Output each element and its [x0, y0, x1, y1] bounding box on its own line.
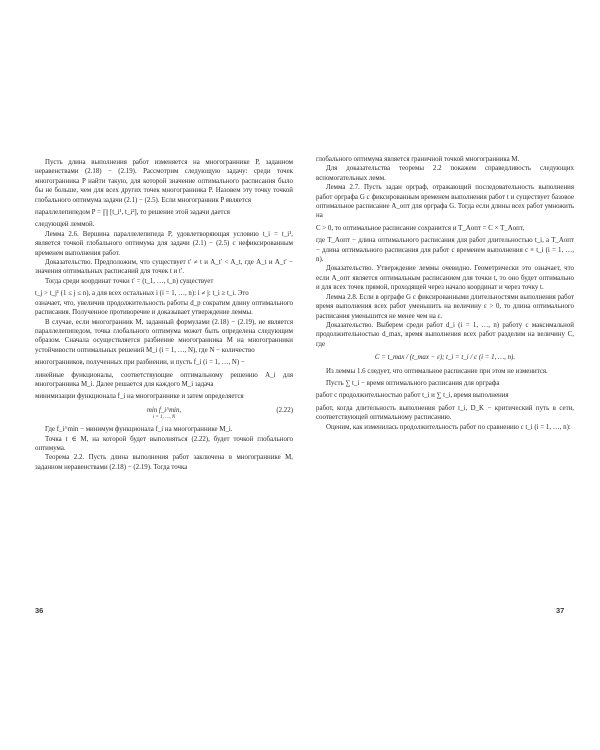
- proof-paragraph: Доказательство. Предположим, что существует t′ ≠ t и A_t′ < A_t, где A_t и A_t′ − значения оптимальных расписаний для точек t и t′.: [35, 259, 293, 276]
- paragraph: В случае, если многогранник M, заданный формулами (2.18) − (2.19), не является параллелепипедом, точка глобального оптимума может быть определена следующим образом. Сначала осуществляется разбиение многогранника M на многогранники устойчивости оптимальных решений M_i (i = 1, …, N), где N − количество: [35, 318, 293, 354]
- paragraph: Из леммы 1.6 следует, что оптимальное расписание при этом не изменится.: [326, 367, 548, 375]
- paragraph: t_j > t_j¹ (1 ≤ j ≤ n), а для всех остальных i (i = 1, …, n): i ≠ j: t_i ≥ t_i. Это: [35, 290, 249, 298]
- paragraph: Пусть длина выполнения работ изменяется на многограннике P, заданном неравенствами (2.18) − (2.19). Рассмотрим следующую задачу: среди точек многогранника P найти такую, для которой значение оптимального расписания было бы не больше, чем для всех других точек многогранника P. Назовем эту точку точкой глобального оптимума задачи (2.1) − (2.5). Если многогранник P является: [35, 159, 293, 204]
- theorem-2-2: Теорема 2.2. Пусть длина выполнения работ заключена в многограннике M, заданном неравенствами (2.18) − (2.19). Тогда точка: [35, 454, 293, 471]
- paragraph: означает, что, увеличив продолжительность работы d_p сократим длину оптимального расписания. Полученное противоречие и доказывает утверждение леммы.: [35, 299, 293, 317]
- paragraph: C > 0, то оптимальное расписание сохранится и T_Aопт = C × T_Aопт,: [316, 224, 525, 232]
- formula-c: C = t_max / (t_max − ε); t_i = t_i / c (i = 1, …, n).: [374, 354, 516, 362]
- proof-paragraph: Доказательство. Утверждение леммы очевидно. Геометрически это означает, что если A_опт является оптимальным расписанием для точки t, то оно будет оптимально и для всех точек прямой, проходящей через начало координат и через точку t.: [316, 265, 574, 292]
- paragraph: Тогда среди координат точки t′ = (t_1, …, t_n) существует: [45, 277, 214, 285]
- paragraph: следующей леммой.: [35, 221, 95, 229]
- left-page: [35, 158, 293, 472]
- equation-number: (2.22): [276, 406, 293, 414]
- paragraph: Для доказательства теоремы 2.2 покажем справедливость следующих вспомогательных лемм.: [316, 165, 574, 182]
- paragraph: Пусть ∑ t_i − время оптимального расписания для орграфа: [326, 379, 500, 387]
- formula-subscript: i = 1, …, N: [152, 415, 176, 421]
- proof-paragraph: Доказательство. Выберем среди работ d_i (i = 1, …, n) работу с максимальной продолжительностью d_max, время выполнения всех работ разделим на величину C, где: [316, 321, 574, 348]
- paragraph: Точка t ∈ M, на которой будет выполняться (2.22), будет точкой глобального оптимума.: [35, 435, 293, 452]
- lemma-2-7: Лемма 2.7. Пусть задан орграф, отражающий последовательность выполнения работ орграфа G с фиксированным временем выполнения работ t и существует базовое оптимальное расписание A_опт для орграфа G. Тогда если длины всех работ умножить на: [316, 184, 574, 220]
- paragraph: многогранников, полученных при разбиении, и пусть f_i (i = 1, …, N) −: [35, 359, 245, 367]
- paragraph: минимизации функционала f_i на многограннике и затем определяется: [35, 393, 244, 401]
- paragraph: где T_Aопт − длина оптимального расписания для работ длительностью t_i, а T_Aопт − длина оптимального расписания для работ с временем выполнения c × t_i (i = 1, …, n).: [316, 237, 574, 264]
- formula-text: min f_i^min,: [146, 406, 182, 414]
- page-number-right: 37: [556, 606, 565, 615]
- paragraph: Где f_i^min − минимум функционала f_i на многограннике M_i.: [45, 426, 233, 434]
- formula-2-22: [35, 406, 293, 421]
- paragraph: линейные функционалы, соответствующие оптимальному решению A_i для многогранника M_i. Далее решается для каждого M_i задача: [35, 371, 293, 388]
- paragraph: работ с продолжительностью работ t_i и ∑ t_i, время выполнения: [316, 392, 509, 400]
- paragraph: глобального оптимума является граничной точкой многогранника M.: [316, 156, 520, 163]
- paragraph: параллелепипедом P = ∏ [t_i¹, t_i²], то решение этой задачи дается: [35, 209, 230, 217]
- paragraph: Оценим, как изменилась продолжительность работ по сравнению с t_i (i = 1, …, n):: [326, 423, 571, 431]
- paragraph: работ, когда длительность выполнения работ t_i, D_K − критический путь в сети, соответствующей оптимальному расписанию.: [316, 404, 574, 422]
- right-page: [316, 155, 574, 432]
- lemma-2-6: Лемма 2.6. Вершина параллелепипеда P, удовлетворяющая условию t_i = t_i¹, является точкой глобального оптимума для задачи (2.1) − (2.5) с нефиксированным временем выполнения работ.: [35, 230, 293, 257]
- lemma-2-8: Лемма 2.8. Если в орграфе G с фиксированными длительностями выполнения работ время выполнения всех работ уменьшить на величину ε > 0, то длина оптимального расписания уменьшится не менее чем на ε.: [316, 293, 574, 320]
- page-number-left: 36: [35, 606, 44, 615]
